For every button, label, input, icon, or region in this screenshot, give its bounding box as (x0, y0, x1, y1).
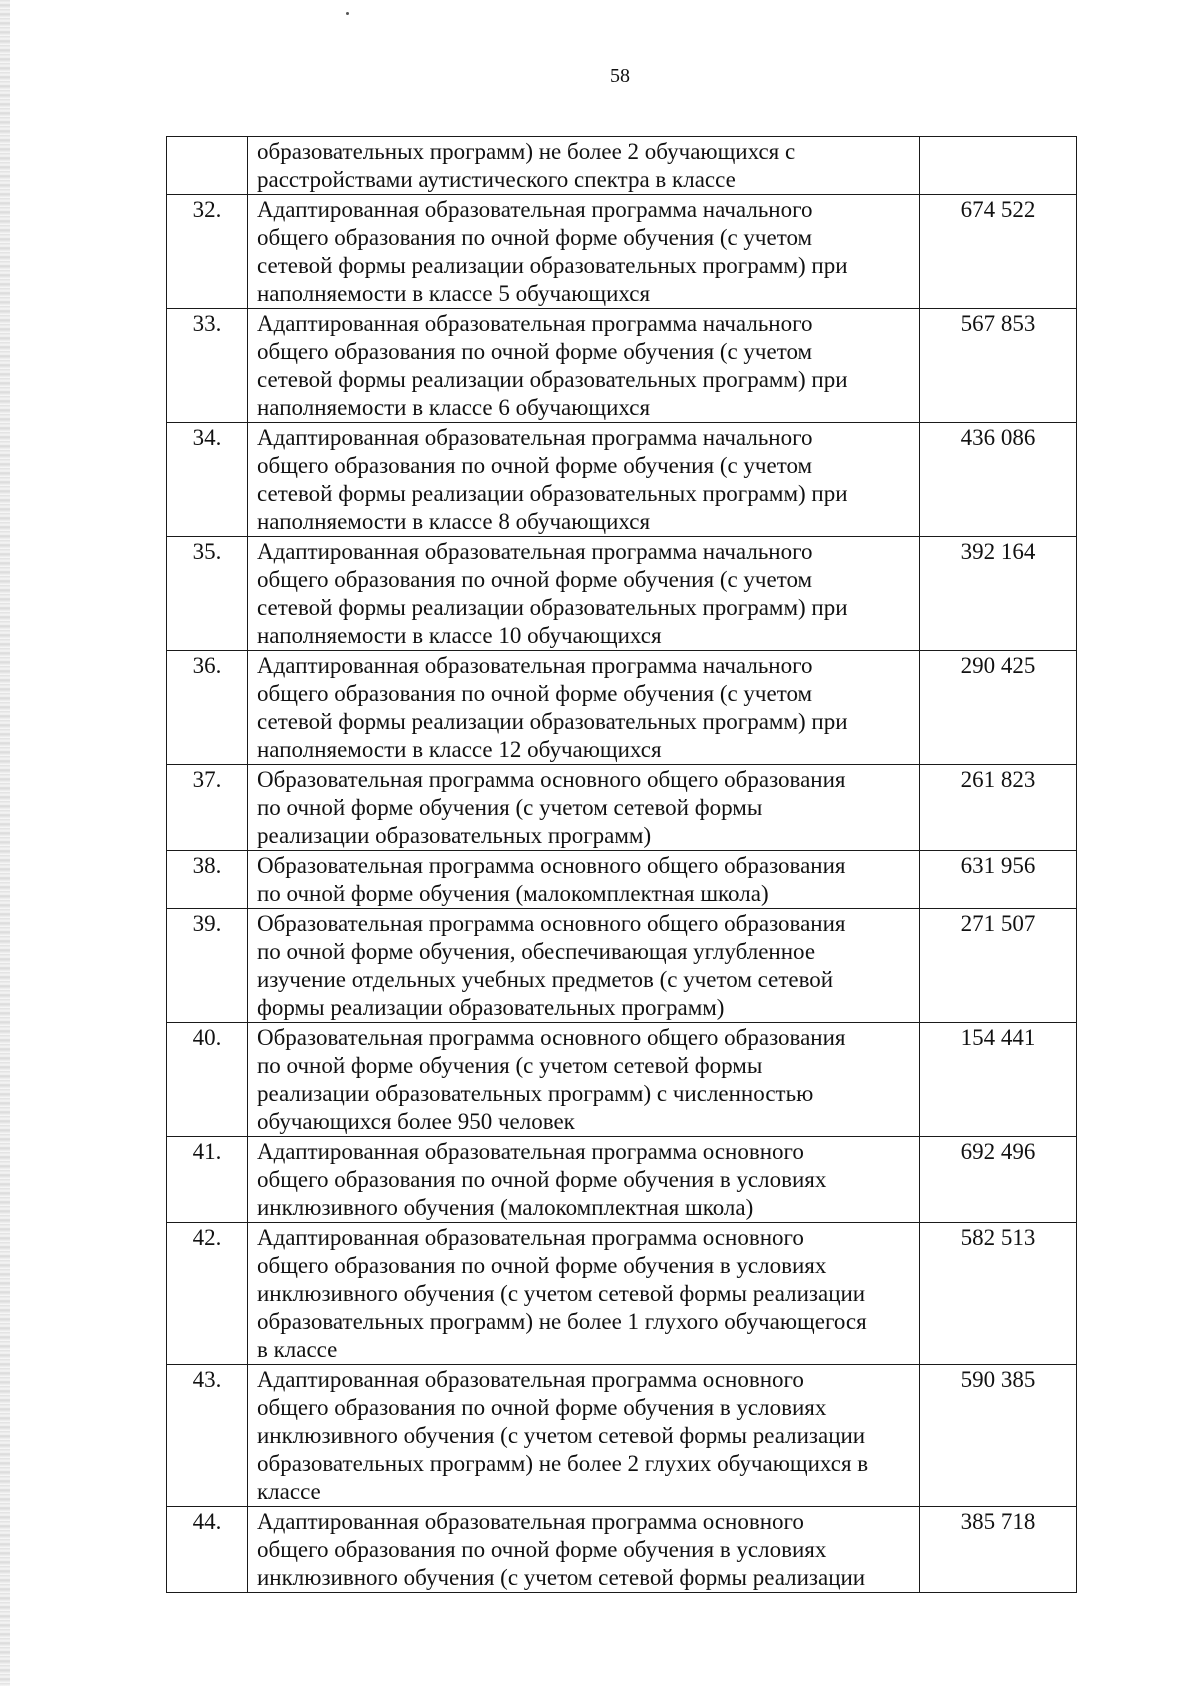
cost-value: 674 522 (920, 195, 1077, 309)
description-line: Адаптированная образовательная программа основного (257, 1367, 804, 1392)
description-line: в классе (257, 1337, 338, 1362)
description-line: Образовательная программа основного общего образования (257, 767, 846, 792)
program-description (248, 1223, 920, 1365)
table-row (167, 1507, 1077, 1593)
row-number: 42. (167, 1223, 248, 1365)
scan-speck (346, 12, 349, 15)
program-description (248, 651, 920, 765)
row-number: 40. (167, 1023, 248, 1137)
description-line: сетевой формы реализации образовательных программ) при (257, 367, 848, 392)
cost-value: 590 385 (920, 1365, 1077, 1507)
program-description (248, 137, 920, 195)
table-row (167, 423, 1077, 537)
row-number: 32. (167, 195, 248, 309)
description-line: наполняемости в классе 12 обучающихся (257, 737, 662, 762)
row-number: 38. (167, 851, 248, 909)
program-description (248, 1137, 920, 1223)
description-line: по очной форме обучения (с учетом сетевой формы (257, 795, 763, 820)
description-line: Образовательная программа основного общего образования (257, 911, 846, 936)
description-line: Адаптированная образовательная программа начального (257, 425, 813, 450)
row-number: 41. (167, 1137, 248, 1223)
cost-value: 567 853 (920, 309, 1077, 423)
row-number: 36. (167, 651, 248, 765)
cost-value: 154 441 (920, 1023, 1077, 1137)
row-number: 43. (167, 1365, 248, 1507)
description-line: инклюзивного обучения (с учетом сетевой формы реализации (257, 1423, 866, 1448)
cost-value: 436 086 (920, 423, 1077, 537)
description-line: реализации образовательных программ) (257, 823, 652, 848)
cost-value: 582 513 (920, 1223, 1077, 1365)
cost-value: 392 164 (920, 537, 1077, 651)
cost-value: 385 718 (920, 1507, 1077, 1593)
description-line: изучение отдельных учебных предметов (с учетом сетевой (257, 967, 834, 992)
program-description (248, 309, 920, 423)
table-row (167, 1023, 1077, 1137)
description-line: Адаптированная образовательная программа основного (257, 1225, 804, 1250)
description-line: общего образования по очной форме обучения (с учетом (257, 453, 813, 478)
description-line: образовательных программ) не более 2 обучающихся с (257, 139, 796, 164)
program-description (248, 851, 920, 909)
row-number: 37. (167, 765, 248, 851)
description-line: общего образования по очной форме обучения в условиях (257, 1167, 827, 1192)
table-row (167, 909, 1077, 1023)
description-line: общего образования по очной форме обучения (с учетом (257, 339, 813, 364)
row-number (167, 137, 248, 195)
description-line: сетевой формы реализации образовательных программ) при (257, 595, 848, 620)
cost-value (920, 137, 1077, 195)
row-number: 39. (167, 909, 248, 1023)
description-line: общего образования по очной форме обучения (с учетом (257, 567, 813, 592)
description-line: формы реализации образовательных программ) (257, 995, 725, 1020)
program-description (248, 765, 920, 851)
description-line: классе (257, 1479, 321, 1504)
cost-value: 631 956 (920, 851, 1077, 909)
description-line: общего образования по очной форме обучения в условиях (257, 1253, 827, 1278)
program-description (248, 1507, 920, 1593)
description-line: по очной форме обучения (малокомплектная школа) (257, 881, 769, 906)
table-row (167, 195, 1077, 309)
program-description (248, 195, 920, 309)
description-line: инклюзивного обучения (малокомплектная школа) (257, 1195, 754, 1220)
description-line: наполняемости в классе 5 обучающихся (257, 281, 651, 306)
description-line: инклюзивного обучения (с учетом сетевой формы реализации (257, 1565, 866, 1590)
scan-edge-artifact (0, 0, 10, 1686)
description-line: сетевой формы реализации образовательных программ) при (257, 253, 848, 278)
description-line: реализации образовательных программ) с численностью (257, 1081, 814, 1106)
program-description (248, 1365, 920, 1507)
description-line: Адаптированная образовательная программа основного (257, 1139, 804, 1164)
description-line: Адаптированная образовательная программа основного (257, 1509, 804, 1534)
table-row (167, 537, 1077, 651)
description-line: общего образования по очной форме обучения в условиях (257, 1537, 827, 1562)
description-line: сетевой формы реализации образовательных программ) при (257, 709, 848, 734)
program-description (248, 423, 920, 537)
description-line: наполняемости в классе 8 обучающихся (257, 509, 651, 534)
cost-table (166, 136, 1077, 1593)
description-line: наполняемости в классе 10 обучающихся (257, 623, 662, 648)
table-row (167, 1365, 1077, 1507)
table-row (167, 1137, 1077, 1223)
description-line: расстройствами аутистического спектра в классе (257, 167, 736, 192)
description-line: образовательных программ) не более 2 глухих обучающихся в (257, 1451, 869, 1476)
description-line: по очной форме обучения (с учетом сетевой формы (257, 1053, 763, 1078)
program-description (248, 537, 920, 651)
table-row (167, 651, 1077, 765)
description-line: по очной форме обучения, обеспечивающая углубленное (257, 939, 816, 964)
row-number: 44. (167, 1507, 248, 1593)
description-line: Адаптированная образовательная программа начального (257, 653, 813, 678)
description-line: Адаптированная образовательная программа начального (257, 539, 813, 564)
cost-value: 261 823 (920, 765, 1077, 851)
description-line: Образовательная программа основного общего образования (257, 1025, 846, 1050)
program-description (248, 909, 920, 1023)
table-row (167, 137, 1077, 195)
cost-value: 290 425 (920, 651, 1077, 765)
row-number: 34. (167, 423, 248, 537)
page-number: 58 (610, 65, 630, 87)
table-row (167, 309, 1077, 423)
table-body (167, 137, 1077, 1593)
description-line: образовательных программ) не более 1 глухого обучающегося (257, 1309, 867, 1334)
description-line: Адаптированная образовательная программа начального (257, 197, 813, 222)
description-line: Образовательная программа основного общего образования (257, 853, 846, 878)
program-description (248, 1023, 920, 1137)
description-line: сетевой формы реализации образовательных программ) при (257, 481, 848, 506)
row-number: 33. (167, 309, 248, 423)
table-row (167, 1223, 1077, 1365)
description-line: обучающихся более 950 человек (257, 1109, 575, 1134)
table-row (167, 851, 1077, 909)
table-row (167, 765, 1077, 851)
description-line: общего образования по очной форме обучения (с учетом (257, 681, 813, 706)
row-number: 35. (167, 537, 248, 651)
description-line: общего образования по очной форме обучения (с учетом (257, 225, 813, 250)
description-line: наполняемости в классе 6 обучающихся (257, 395, 651, 420)
cost-value: 271 507 (920, 909, 1077, 1023)
description-line: Адаптированная образовательная программа начального (257, 311, 813, 336)
cost-table-container (166, 136, 1076, 1593)
description-line: общего образования по очной форме обучения в условиях (257, 1395, 827, 1420)
cost-value: 692 496 (920, 1137, 1077, 1223)
description-line: инклюзивного обучения (с учетом сетевой формы реализации (257, 1281, 866, 1306)
